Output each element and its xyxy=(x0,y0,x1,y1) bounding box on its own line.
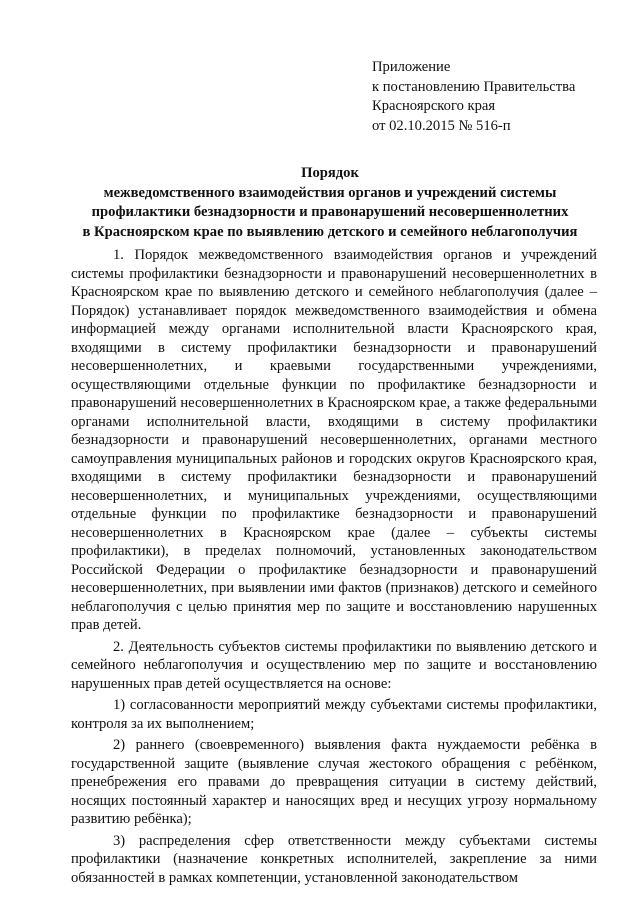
list-item-1: 1) согласованности мероприятий между субъектами системы профилактики, контроля за их выполнением; xyxy=(71,697,597,732)
appendix-line: Приложение xyxy=(372,59,451,75)
paragraph-2: 2. Деятельность субъектов системы профилактики по выявлению детского и семейного неблагополучия и осуществлению мер по защите и восстановлению нарушенных прав детей осуществляется на основе: xyxy=(71,638,597,692)
document-title xyxy=(40,164,620,242)
document-body xyxy=(71,246,597,890)
title-line: в Красноярском крае по выявлению детского и семейного неблагополучия xyxy=(82,223,578,240)
appendix-line: Красноярского края xyxy=(372,98,496,114)
paragraph-1: 1. Порядок межведомственного взаимодействия органов и учреждений системы профилактики безнадзорности и правонарушений несовершеннолетних в Красноярском крае по выявлению детского и семейного неблагополучия (далее – Порядок) устанавливает порядок межведомственного взаимодействия и обмена информацией между органами исполнительной власти Красноярского края, входящими в систему профилактики безнадзорности и правонарушений несовершеннолетних, и краевыми государственными учреждениями, осуществляющими отдельные функции по профилактике безнадзорности и правонарушений несовершеннолетних в Красноярском крае, а также федеральными органами исполнительной власти, входящими в систему профилактики безнадзорности и правонарушений несовершеннолетних, органами местного самоуправления муниципальных районов и городских округов Красноярского края, входящими в систему профилактики безнадзорности и правонарушений несовершеннолетних, и муниципальных учреждениями, осуществляющими отдельные функции по профилактике безнадзорности и правонарушений несовершеннолетних в Красноярском крае (далее – субъекты системы профилактики), в пределах полномочий, установленных законодательством Российской Федерации о профилактике безнадзорности и правонарушений несовершеннолетних, при выявлении ими фактов (признаков) детского и семейного неблагополучия с целью принятия мер по защите и восстановлению нарушенных прав детей. xyxy=(71,247,597,633)
appendix-line: к постановлению Правительства xyxy=(372,78,576,95)
title-line: профилактики безнадзорности и правонарушений несовершеннолетних xyxy=(91,204,569,220)
list-item-2: 2) раннего (своевременного) выявления факта нуждаемости ребёнка в государственной защите (выявление случая жестокого обращения с ребёнком, пренебрежения его правами до превращения ситуации в систему действий, носящих постоянный характер и наносящих вред и несущих угрозу нормальному развитию ребёнка); xyxy=(71,737,597,827)
title-line: Порядок xyxy=(301,165,359,181)
title-line: межведомственного взаимодействия органов и учреждений системы xyxy=(103,184,557,201)
list-item-3: 3) распределения сфер ответственности между субъектами системы профилактики (назначение конкретных исполнителей, закрепление за ними обязанностей в рамках компетенции, установленной законодательством xyxy=(71,832,597,886)
appendix-line: от 02.10.2015 № 516-п xyxy=(372,117,511,134)
appendix-header xyxy=(372,58,575,136)
